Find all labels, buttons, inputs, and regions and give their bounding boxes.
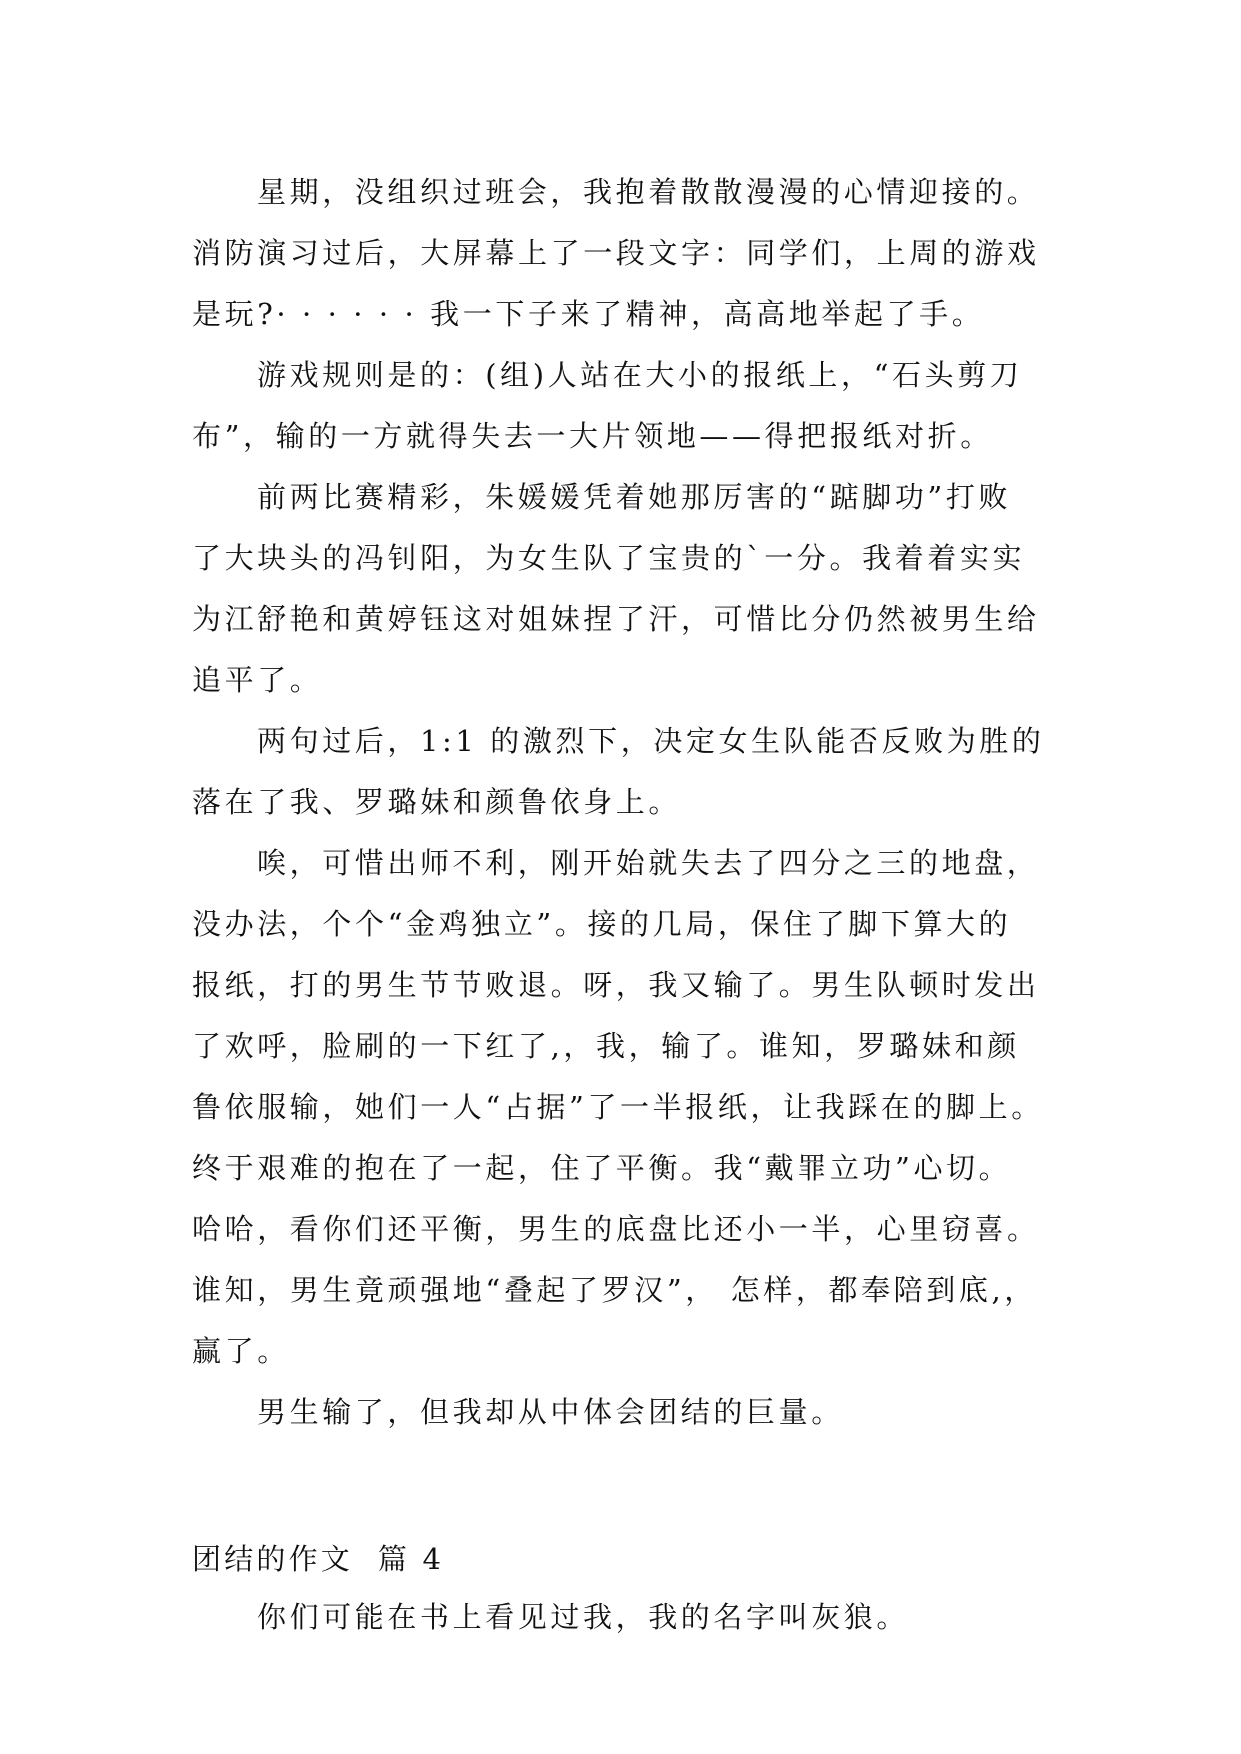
text-line: 了大块头的冯钊阳，为女生队了宝贵的`一分。我着着实实	[192, 541, 1026, 575]
section-spacer	[192, 1443, 1072, 1535]
paragraph	[192, 711, 1072, 833]
text-line: 前两比赛精彩，朱媛媛凭着她那厉害的“踮脚功”打败	[257, 480, 1012, 514]
text-line: 为江舒艳和黄婷钰这对姐妹捏了汗，可惜比分仍然被男生给	[192, 602, 1040, 636]
paragraph	[192, 467, 1072, 711]
text-line: 哈哈，看你们还平衡，男生的底盘比还小一半，心里窃喜。	[192, 1212, 1040, 1246]
paragraph	[192, 1587, 1072, 1648]
text-line: 是玩?· · · · · · 我一下子来了精神，高高地举起了手。	[192, 297, 985, 331]
text-line: 了欢呼，脸刷的一下红了,，我，输了。谁知，罗璐妹和颜	[192, 1029, 1020, 1063]
text-line: 你们可能在书上看见过我，我的名字叫灰狼。	[257, 1600, 910, 1634]
text-line: 谁知，男生竟顽强地“叠起了罗汉”， 怎样，都奉陪到底,，	[192, 1273, 1037, 1307]
text-line: 追平了。	[192, 663, 323, 697]
text-line: 没办法，个个“金鸡独立”。接的几局，保住了脚下算大的	[192, 907, 1012, 941]
text-line: 男生输了，但我却从中体会团结的巨量。	[257, 1395, 844, 1429]
text-line: 赢了。	[192, 1334, 290, 1368]
text-line: 消防演习过后，大屏幕上了一段文字：同学们，上周的游戏	[192, 236, 1040, 270]
text-line: 唉，可惜出师不利，刚开始就失去了四分之三的地盘，	[257, 846, 1040, 880]
text-line: 两句过后，1:1 的激烈下，决定女生队能否反败为胜的	[257, 724, 1045, 758]
text-line: 报纸，打的男生节节败退。呀，我又输了。男生队顿时发出	[192, 968, 1040, 1002]
text-line: 布”，输的一方就得失去一大片领地——得把报纸对折。	[192, 419, 993, 453]
document-body	[192, 162, 1072, 1648]
text-line: 鲁依服输，她们一人“占据”了一半报纸，让我踩在的脚上。	[192, 1090, 1044, 1124]
paragraph	[192, 833, 1072, 1382]
paragraph	[192, 162, 1072, 345]
paragraph	[192, 345, 1072, 467]
section-heading: 团结的作文 篇 4	[192, 1542, 445, 1576]
text-line: 游戏规则是的：(组)人站在大小的报纸上，“石头剪刀	[257, 358, 1023, 392]
paragraph	[192, 1382, 1072, 1443]
text-line: 落在了我、罗璐妹和颜鲁依身上。	[192, 785, 682, 819]
text-line: 终于艰难的抱在了一起，住了平衡。我“戴罪立功”心切。	[192, 1151, 1012, 1185]
text-line: 星期，没组织过班会，我抱着散散漫漫的心情迎接的。	[257, 175, 1040, 209]
